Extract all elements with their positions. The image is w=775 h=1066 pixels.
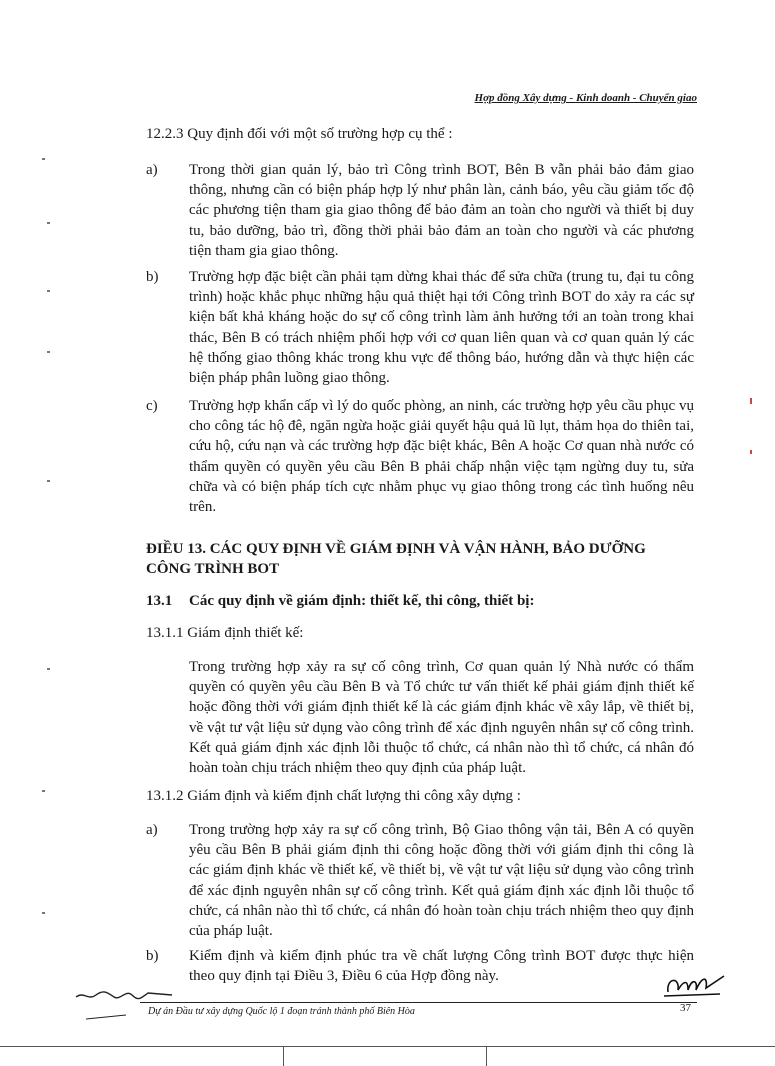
scan-speck bbox=[42, 158, 45, 160]
scan-speck bbox=[47, 290, 50, 292]
section-13-1-title bbox=[146, 593, 694, 610]
scan-speck bbox=[47, 351, 50, 353]
list-item bbox=[146, 820, 694, 941]
scan-bottom-line bbox=[0, 1046, 775, 1047]
list-item-text: Trong thời gian quản lý, bảo trì Công trình BOT, Bên B vẫn phải bảo đảm giao thông, nhưng cần có biện pháp hợp lý như phân làn, cảnh báo, yêu cầu giảm tốc độ các phương tiện tham gia giao thông để bảo đảm an toàn cho người và thiết bị duy tu, bảo dưỡng, bảo trì, đồng thời phải bảo đảm an toàn cho người và các phương tiện tham gia giao thông. bbox=[189, 162, 694, 259]
list-marker: a) bbox=[146, 162, 158, 178]
list-marker: a) bbox=[146, 822, 158, 838]
scan-speck bbox=[42, 790, 45, 792]
section-13-1-1-paragraph: Trong trường hợp xảy ra sự cố công trình, Cơ quan quản lý Nhà nước có thẩm quyền có quyền yêu cầu Bên B và Tổ chức tư vấn thiết kế phải giám định thiết kế hoặc đồng thời với giám định thiết kế là các giám định khác về xây lắp, về thiết bị, về vật tư vật liệu sử dụng vào công trình để xác định nguyên nhân sự cố công trình. Kết quả giám định xác định lỗi thuộc tổ chức, cá nhân nào thì tổ chức, cá nhân đó hoàn toàn chịu trách nhiệm theo quy định của pháp luật. bbox=[189, 659, 694, 777]
list-item-text: Trường hợp khẩn cấp vì lý do quốc phòng, an ninh, các trường hợp yêu cầu phục vụ cho công tác hộ đê, ngăn ngừa hoặc giải quyết hậu quả lũ lụt, thảm họa do thiên tai, cứu hộ, cứu nạn và các trường hợp đặc biệt khác, Bên A hoặc Cơ quan nhà nước có thẩm quyền có quyền yêu cầu Bên B phải chấp nhận việc tạm ngừng duy tu, sửa chữa và có biện pháp tích cực nhằm phục vụ giao thông trong các tình huống nêu trên. bbox=[189, 398, 694, 516]
section-title-text: Các quy định về giám định: thiết kế, thi công, thiết bị: bbox=[189, 593, 535, 609]
list-item bbox=[146, 946, 694, 986]
list-item-text: Trường hợp đặc biệt cần phải tạm dừng khai thác để sửa chữa (trung tu, đại tu công trình) hoặc khắc phục những hậu quả thiệt hại tới Công trình BOT do xảy ra các sự kiện bất khả kháng hoặc do sự cố công trình làm ảnh hưởng tới an toàn trong khai thác, Bên B có trách nhiệm phối hợp với cơ quan liên quan và cơ quan quản lý các hệ thống giao thông khác trong khu vực để thông báo, hướng dẫn và thực hiện các biện pháp phân luồng giao thông. bbox=[189, 269, 694, 387]
list-item bbox=[146, 160, 694, 261]
scan-speck bbox=[750, 398, 752, 404]
footer-rule bbox=[140, 1002, 697, 1003]
scan-speck bbox=[47, 222, 50, 224]
section-number: 13.1 bbox=[146, 593, 173, 609]
list-item bbox=[146, 267, 694, 388]
running-header: Hợp đồng Xây dựng - Kinh doanh - Chuyển giao bbox=[474, 92, 697, 104]
scan-bottom-tick bbox=[486, 1046, 487, 1066]
footer-project-name: Dự án Đầu tư xây dựng Quốc lộ 1 đoạn tránh thành phố Biên Hòa bbox=[148, 1006, 415, 1017]
list-item bbox=[146, 396, 694, 517]
handwritten-signature-right bbox=[662, 970, 732, 1000]
page-number: 37 bbox=[680, 1002, 691, 1014]
list-item-text: Trong trường hợp xảy ra sự cố công trình, Bộ Giao thông vận tải, Bên A có quyền yêu cầu Bên B phải giám định thi công hoặc đồng thời với giám định thi công là các giám định khác về thiết kế, về thiết bị, về vật tư vật liệu sử dụng vào công trình để xác định nguyên nhân sự cố công trình. Kết quả giám định xác định lỗi thuộc tổ chức, cá nhân nào thì tổ chức, cá nhân đó hoàn toàn chịu trách nhiệm theo quy định của pháp luật. bbox=[189, 822, 694, 940]
scan-speck bbox=[47, 480, 50, 482]
scan-speck bbox=[42, 912, 45, 914]
list-item-text: Kiểm định và kiểm định phúc tra về chất lượng Công trình BOT được thực hiện theo quy định tại Điều 3, Điều 6 của Hợp đồng này. bbox=[189, 948, 694, 985]
list-marker: b) bbox=[146, 269, 159, 285]
list-marker: b) bbox=[146, 948, 159, 964]
handwritten-initials-left bbox=[74, 985, 184, 1025]
section-13-1-2-heading: 13.1.2 Giám định và kiểm định chất lượng thi công xây dựng : bbox=[146, 788, 521, 804]
section-13-1-1-heading: 13.1.1 Giám định thiết kế: bbox=[146, 625, 304, 641]
scan-speck bbox=[47, 668, 50, 670]
scan-bottom-tick bbox=[283, 1046, 284, 1066]
article-title: ĐIỀU 13. CÁC QUY ĐỊNH VỀ GIÁM ĐỊNH VÀ VẬN HÀNH, BẢO DƯỠNG CÔNG TRÌNH BOT bbox=[146, 541, 646, 577]
section-12-2-3-heading: 12.2.3 Quy định đối với một số trường hợp cụ thể : bbox=[146, 126, 453, 142]
list-marker: c) bbox=[146, 398, 158, 414]
scan-speck bbox=[750, 450, 752, 454]
